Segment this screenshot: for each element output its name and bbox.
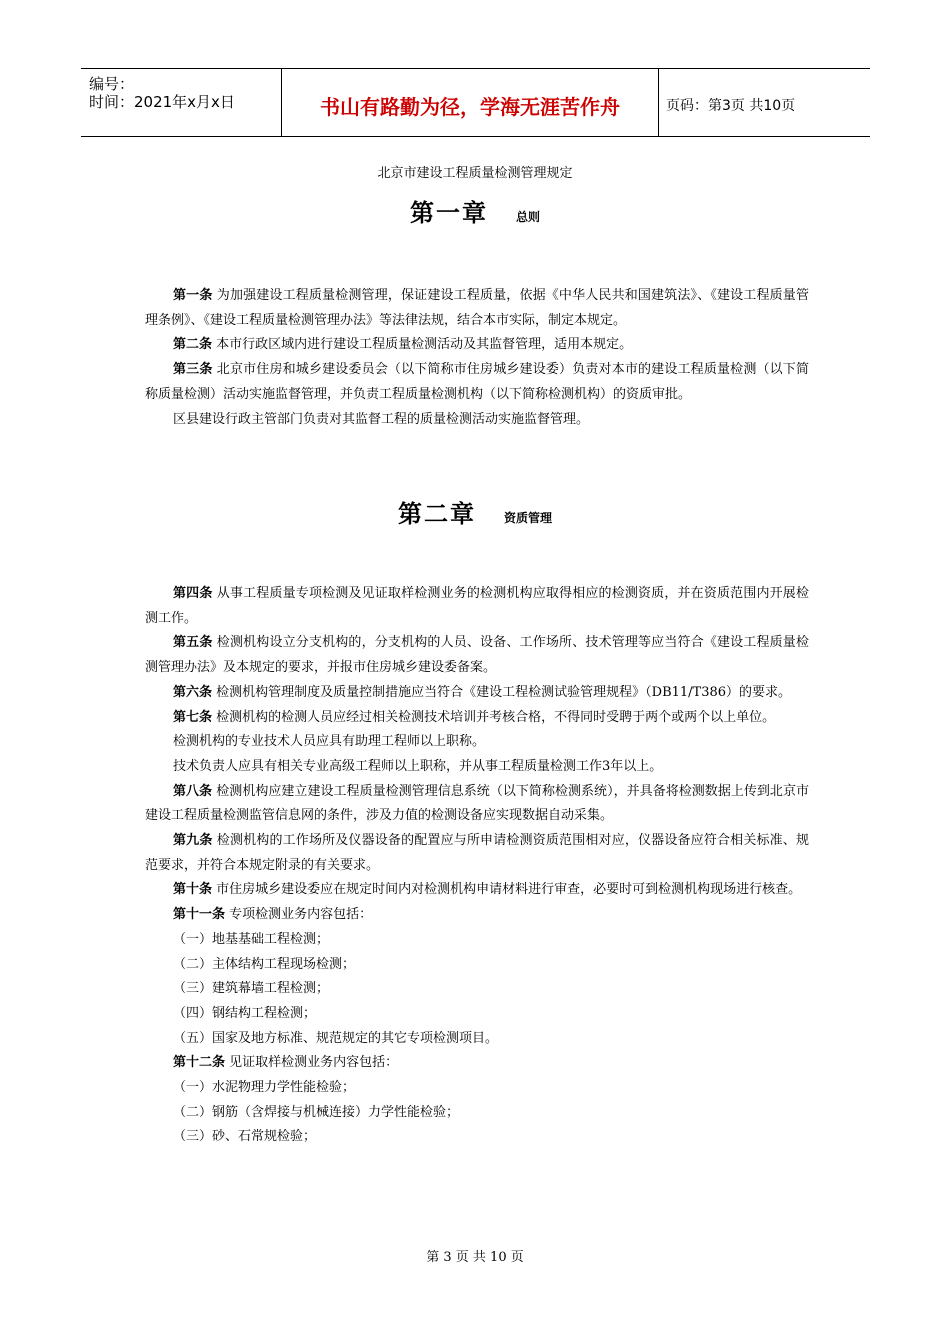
article-number: 第五条	[173, 635, 213, 651]
chapter-heading-1	[0, 193, 950, 228]
page-header	[81, 68, 870, 137]
document-time-label: 时间：2021年x月x日	[89, 93, 235, 111]
article-number: 第九条	[173, 833, 213, 849]
article-paragraph	[145, 780, 809, 829]
chapter-number: 第二章	[397, 500, 476, 528]
article-text: 检测机构的专业技术人员应具有助理工程师以上职称。	[173, 734, 486, 750]
header-motto: 书山有路勤为径，学海无涯苦作舟	[320, 95, 620, 119]
article-text: （一）水泥物理力学性能检验；	[173, 1080, 356, 1096]
article-text: 检测机构设立分支机构的，分支机构的人员、设备、工作场所、技术管理等应当符合《建设工程质量检测管理办法》及本规定的要求，并报市住房城乡建设委备案。	[145, 635, 809, 676]
article-text: 区县建设行政主管部门负责对其监督工程的质量检测活动实施监督管理。	[173, 411, 590, 427]
article-paragraph	[145, 755, 809, 780]
article-paragraph	[145, 1076, 809, 1101]
article-number: 第十一条	[173, 907, 226, 923]
article-paragraph	[145, 953, 809, 978]
document-number-label: 编号：	[89, 75, 135, 93]
article-number: 第十二条	[173, 1055, 226, 1071]
article-paragraph	[145, 1051, 809, 1076]
article-text: 检测机构管理制度及质量控制措施应当符合《建设工程检测试验管理规程》（DB11/T386）的要求。	[216, 684, 792, 700]
article-paragraph	[145, 333, 809, 358]
article-text: （四）钢结构工程检测；	[173, 1005, 317, 1021]
article-paragraph	[145, 1027, 809, 1052]
article-number: 第一条	[173, 288, 213, 303]
article-number: 第四条	[173, 586, 213, 601]
article-paragraph	[145, 681, 809, 706]
page-footer: 第 3 页 共 10 页	[426, 1250, 524, 1265]
article-text: 市住房城乡建设委应在规定时间内对检测机构申请材料进行审查，必要时可到检测机构现场进行核查。	[216, 882, 802, 898]
article-text: 为加强建设工程质量检测管理，保证建设工程质量，依据《中华人民共和国建筑法》、《建设工程质量管理条例》、《建设工程质量检测管理办法》等法律法规，结合本市实际，制定本规定。	[145, 288, 809, 328]
article-text: 技术负责人应具有相关专业高级工程师以上职称，并从事工程质量检测工作3年以上。	[173, 758, 663, 774]
article-text: 从事工程质量专项检测及见证取样检测业务的检测机构应取得相应的检测资质，并在资质范围内开展检测工作。	[145, 586, 809, 626]
article-number: 第十条	[173, 882, 213, 898]
article-text: （三）建筑幕墙工程检测；	[173, 981, 330, 997]
article-paragraph	[145, 706, 809, 731]
chapter-1-body	[145, 284, 809, 432]
chapter-title: 资质管理	[503, 511, 552, 525]
article-number: 第八条	[173, 783, 213, 799]
article-paragraph	[145, 284, 809, 333]
header-page-label: 页码：第3页 共10页	[666, 98, 796, 114]
article-paragraph	[145, 1125, 809, 1150]
chapter-heading-2	[0, 494, 950, 529]
document-title: 北京市建设工程质量检测管理规定	[377, 166, 573, 181]
article-paragraph	[145, 631, 809, 680]
article-paragraph	[145, 928, 809, 953]
article-text: 本市行政区域内进行建设工程质量检测活动及其监督管理，适用本规定。	[216, 337, 633, 353]
article-paragraph	[145, 1101, 809, 1126]
article-text: （二）钢筋（含焊接与机械连接）力学性能检验；	[173, 1104, 460, 1120]
chapter-title: 总则	[515, 210, 540, 224]
article-text: 检测机构的工作场所及仪器设备的配置应与所申请检测资质范围相对应，仪器设备应符合相关标准、规范要求，并符合本规定附录的有关要求。	[145, 833, 809, 873]
article-paragraph	[145, 358, 809, 407]
article-paragraph	[145, 903, 809, 928]
article-number: 第六条	[173, 684, 213, 700]
article-text: （三）砂、石常规检验；	[173, 1129, 317, 1145]
article-text: （五）国家及地方标准、规范规定的其它专项检测项目。	[173, 1030, 499, 1046]
chapter-number: 第一章	[409, 199, 488, 227]
article-number: 第二条	[173, 337, 213, 353]
chapter-2-body	[145, 582, 809, 1150]
article-paragraph	[145, 977, 809, 1002]
header-page-cell	[658, 69, 870, 136]
article-text: （一）地基基础工程检测；	[173, 931, 330, 947]
article-text: 见证取样检测业务内容包括：	[229, 1055, 399, 1071]
header-left-cell	[81, 69, 281, 136]
article-paragraph	[145, 1002, 809, 1027]
article-paragraph	[145, 582, 809, 631]
article-paragraph	[145, 730, 809, 755]
article-number: 第三条	[173, 362, 213, 378]
article-text: （二）主体结构工程现场检测；	[173, 956, 356, 972]
article-number: 第七条	[173, 709, 213, 725]
article-text: 北京市住房和城乡建设委员会（以下简称市住房城乡建设委）负责对本市的建设工程质量检测（以下简称质量检测）活动实施监督管理，并负责工程质量检测机构（以下简称检测机构）的资质审批。	[145, 362, 809, 402]
article-paragraph	[145, 829, 809, 878]
article-text: 专项检测业务内容包括：	[229, 907, 373, 923]
header-motto-cell	[281, 69, 659, 136]
article-text: 检测机构的检测人员应经过相关检测技术培训并考核合格，不得同时受聘于两个或两个以上单位。	[216, 709, 776, 725]
article-paragraph	[145, 878, 809, 903]
article-text: 检测机构应建立建设工程质量检测管理信息系统（以下简称检测系统），并具备将检测数据上传到北京市建设工程质量检测监管信息网的条件，涉及力值的检测设备应实现数据自动采集。	[145, 783, 809, 824]
article-paragraph	[145, 408, 809, 433]
